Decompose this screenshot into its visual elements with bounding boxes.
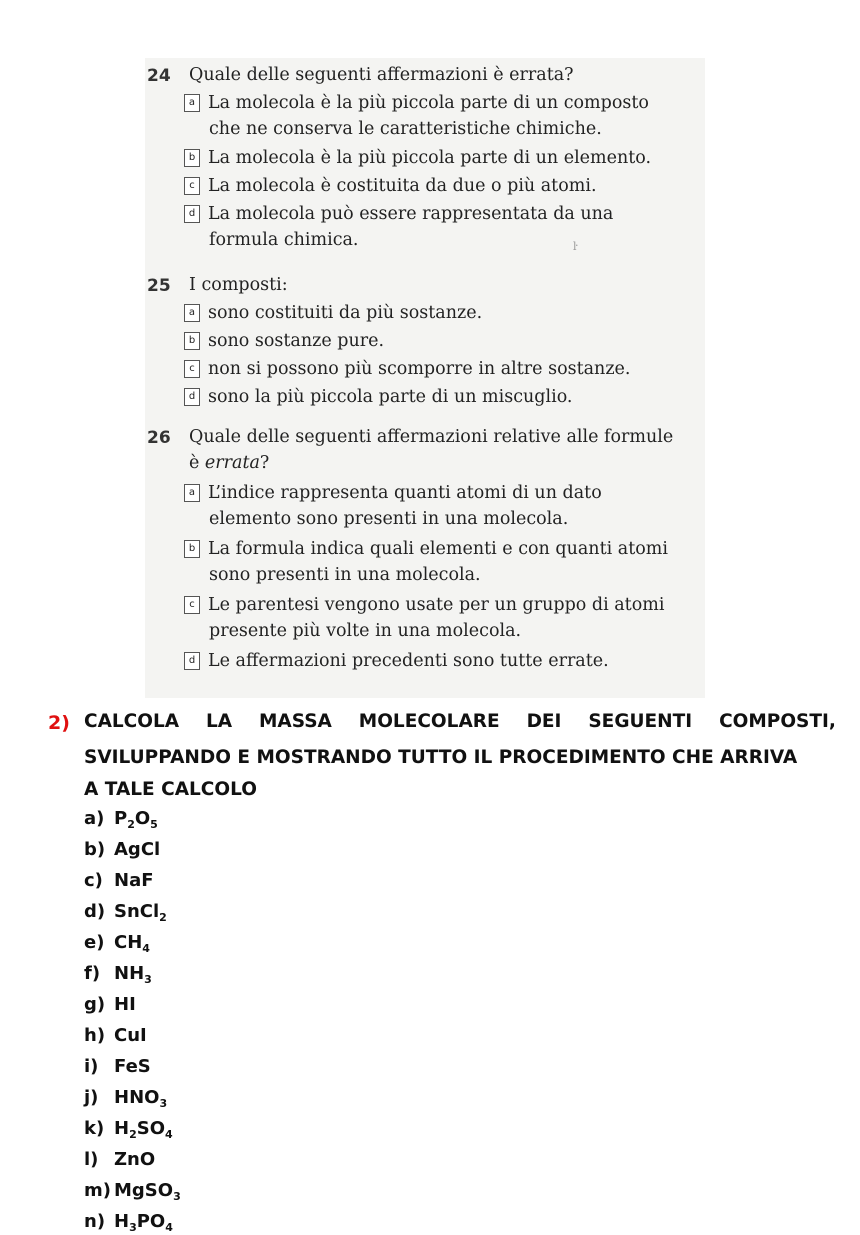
compound-item xyxy=(84,1025,147,1046)
compound-formula: $HNO_3$ xyxy=(114,1087,168,1110)
compound-formula: SnCl$_2$ xyxy=(114,901,167,924)
option-a xyxy=(184,480,602,532)
option-a xyxy=(184,300,482,326)
compound-item xyxy=(84,994,136,1015)
compound-formula: HI xyxy=(114,994,136,1015)
item-label: g) xyxy=(84,994,106,1015)
option-text: La molecola è costituita da due o più atomi. xyxy=(208,176,597,196)
compound-item xyxy=(84,963,152,986)
compound-item xyxy=(84,1180,181,1203)
option-text-cont: che ne conserva le caratteristiche chimiche. xyxy=(209,119,602,139)
option-b xyxy=(184,145,651,171)
compound-item xyxy=(84,932,150,955)
option-text: La molecola è la più piccola parte di un composto xyxy=(208,93,649,113)
question-text: I composti: xyxy=(189,275,288,295)
question-number: 24 xyxy=(147,66,171,86)
compound-formula: $CH_4$ xyxy=(114,932,150,955)
option-b xyxy=(184,536,668,588)
item-label: l) xyxy=(84,1149,99,1170)
item-label: c) xyxy=(84,870,103,891)
compound-item xyxy=(84,1056,151,1077)
option-text: La molecola può essere rappresentata da una xyxy=(208,204,614,224)
option-letter: c xyxy=(184,596,200,614)
option-text-cont: sono presenti in una molecola. xyxy=(209,565,481,585)
option-text: sono costituiti da più sostanze. xyxy=(208,303,483,323)
option-letter: b xyxy=(184,332,200,350)
compound-formula: MgSO$_3$ xyxy=(114,1180,181,1203)
item-label: i) xyxy=(84,1056,99,1077)
option-letter: a xyxy=(184,304,200,322)
option-text: La molecola è la più piccola parte di un elemento. xyxy=(208,148,652,168)
compound-formula: CuI xyxy=(114,1025,147,1046)
compound-item xyxy=(84,808,158,831)
option-text-cont: elemento sono presenti in una molecola. xyxy=(209,509,569,529)
compound-formula: $H_2SO_4$ xyxy=(114,1118,173,1141)
compound-item xyxy=(84,1211,173,1234)
compound-item xyxy=(84,1118,173,1141)
compound-item xyxy=(84,870,154,891)
option-letter: a xyxy=(184,94,200,112)
compound-item xyxy=(84,901,167,924)
question-number: 25 xyxy=(147,276,171,296)
option-text: sono sostanze pure. xyxy=(208,331,385,351)
textbook-scan xyxy=(145,58,705,698)
option-d xyxy=(184,648,609,674)
item-label: e) xyxy=(84,932,105,953)
pencil-mark-icon: ŀ xyxy=(573,240,577,253)
option-letter: b xyxy=(184,149,200,167)
compound-item xyxy=(84,1087,167,1110)
item-label: f) xyxy=(84,963,101,984)
option-text: La formula indica quali elementi e con quanti atomi xyxy=(208,539,668,559)
option-letter: c xyxy=(184,360,200,378)
item-label: a) xyxy=(84,808,105,829)
option-text: Le parentesi vengono usate per un gruppo di atomi xyxy=(208,595,665,615)
compound-formula: $P_2O_5$ xyxy=(114,808,158,831)
compound-formula: ZnO xyxy=(114,1149,156,1170)
compound-formula: NaF xyxy=(114,870,154,891)
item-label: b) xyxy=(84,839,106,860)
item-label: d) xyxy=(84,901,106,922)
compound-item xyxy=(84,839,160,860)
item-label: j) xyxy=(84,1087,99,1108)
option-b xyxy=(184,328,384,354)
exercise-number: 2) xyxy=(48,712,70,734)
option-letter: c xyxy=(184,177,200,195)
item-label: m) xyxy=(84,1180,111,1201)
question-text-cont: è errata? xyxy=(189,453,270,473)
compound-item xyxy=(84,1149,155,1170)
exercise-instruction-line2: SVILUPPANDO E MOSTRANDO TUTTO IL PROCEDIMENTO CHE ARRIVA xyxy=(84,747,798,768)
option-text-cont: presente più volte in una molecola. xyxy=(209,621,522,641)
option-a xyxy=(184,90,649,142)
item-label: n) xyxy=(84,1211,106,1232)
compound-formula: $NH_3$ xyxy=(114,963,152,986)
option-d xyxy=(184,384,573,410)
option-text-cont: formula chimica. xyxy=(209,230,359,250)
question-text: Quale delle seguenti affermazioni è errata? xyxy=(189,65,574,85)
option-letter: a xyxy=(184,484,200,502)
option-text: sono la più piccola parte di un miscuglio. xyxy=(208,387,573,407)
option-c xyxy=(184,356,630,382)
option-letter: b xyxy=(184,540,200,558)
exercise-instruction-line3: A TALE CALCOLO xyxy=(84,779,257,800)
question-number: 26 xyxy=(147,428,171,448)
option-text: L’indice rappresenta quanti atomi di un dato xyxy=(208,483,602,503)
option-text: non si possono più scomporre in altre sostanze. xyxy=(208,359,631,379)
compound-formula: AgCl xyxy=(114,839,161,860)
option-letter: d xyxy=(184,205,200,223)
compound-formula: FeS xyxy=(114,1056,151,1077)
option-c xyxy=(184,592,664,644)
question-text: Quale delle seguenti affermazioni relative alle formule xyxy=(189,427,674,447)
option-text: Le affermazioni precedenti sono tutte errate. xyxy=(208,651,609,671)
item-label: k) xyxy=(84,1118,105,1139)
exercise-instruction-line1: CALCOLA LA MASSA MOLECOLARE DEI SEGUENTI COMPOSTI, xyxy=(84,711,836,732)
item-label: h) xyxy=(84,1025,106,1046)
option-d xyxy=(184,201,613,253)
compound-formula: $H_3PO_4$ xyxy=(114,1211,173,1234)
option-c xyxy=(184,173,597,199)
option-letter: d xyxy=(184,388,200,406)
option-letter: d xyxy=(184,652,200,670)
